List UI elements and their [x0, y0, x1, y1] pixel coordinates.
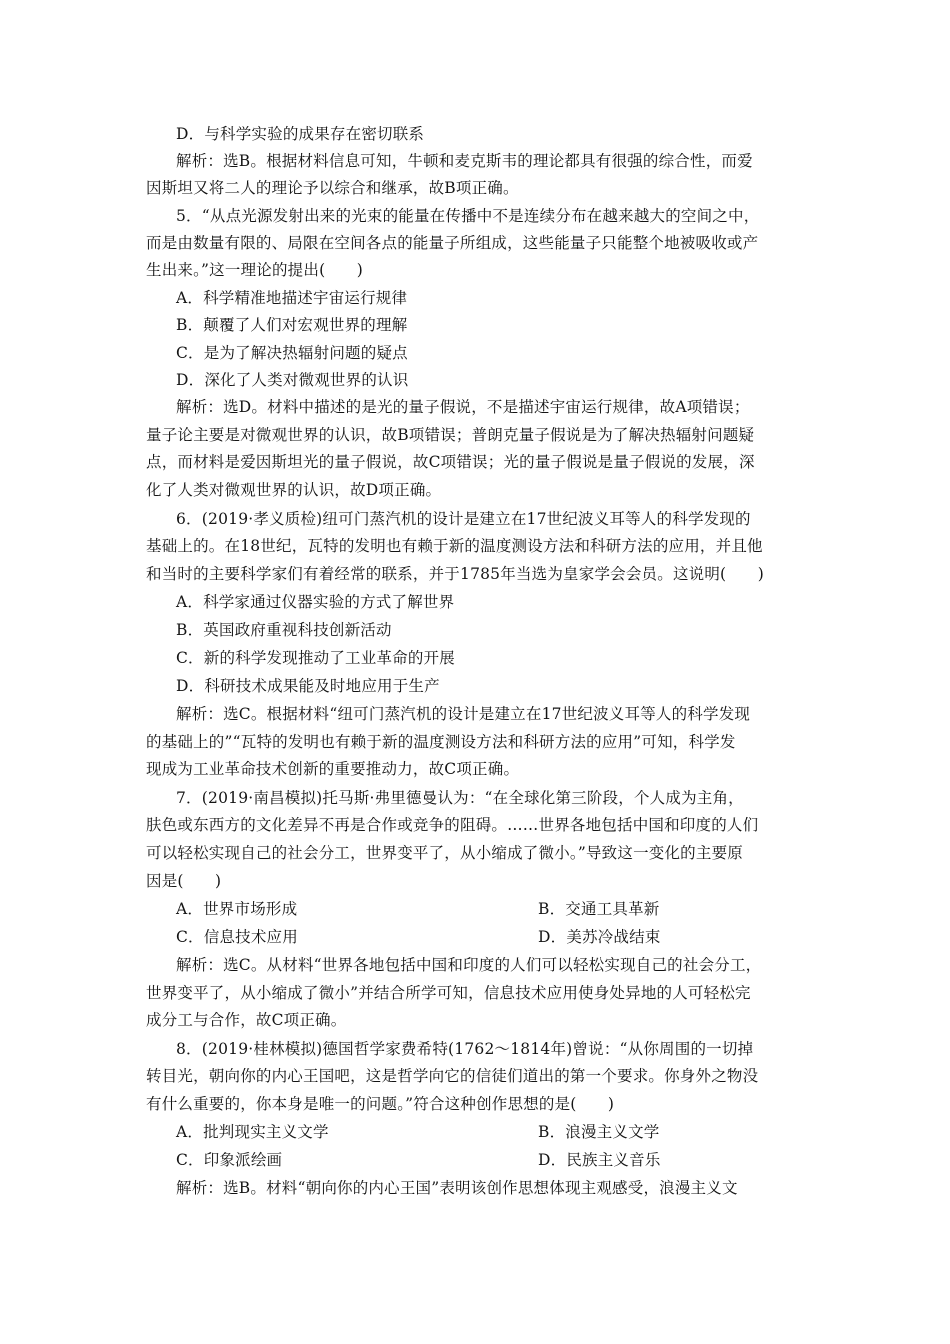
- q7-option-b: B．交通工具革新: [538, 900, 660, 918]
- q6-analysis-line: 的基础上的”“瓦特的发明也有赖于新的温度测设方法和科研方法的应用”可知，科学发: [146, 733, 736, 751]
- q5-stem-line: 而是由数量有限的、局限在空间各点的能量子所组成，这些能量子只能整个地被吸收或产: [146, 234, 759, 252]
- q6-option-b: B．英国政府重视科技创新活动: [176, 621, 392, 639]
- q7-stem-line: 因是( ): [146, 872, 222, 890]
- q8-option-b: B．浪漫主义文学: [538, 1123, 660, 1141]
- q6-option-c: C．新的科学发现推动了工业革命的开展: [176, 649, 455, 667]
- q6-option-d: D．科研技术成果能及时地应用于生产: [176, 677, 440, 695]
- q7-analysis-line: 世界变平了，从小缩成了微小”并结合所学可知，信息技术应用使身处异地的人可轻松完: [146, 984, 751, 1002]
- q7-analysis-line: 解析：选C。从材料“世界各地包括中国和印度的人们可以轻松实现自己的社会分工，: [176, 956, 762, 974]
- q5-stem-line: 5．“从点光源发射出来的光束的能量在传播中不是连续分布在越来越大的空间之中，: [176, 207, 760, 225]
- q8-analysis-line: 解析：选B。材料“朝向你的内心王国”表明该创作思想体现主观感受，浪漫主义文: [176, 1179, 738, 1197]
- q7-stem-line: 肤色或东西方的文化差异不再是合作或竞争的阻碍。……世界各地包括中国和印度的人们: [146, 816, 759, 834]
- q5-option-a: A．科学精准地描述宇宙运行规律: [176, 289, 408, 307]
- q7-stem-line: 可以轻松实现自己的社会分工，世界变平了，从小缩成了微小。”导致这一变化的主要原: [146, 844, 743, 862]
- q6-stem-line: 基础上的。在18世纪，瓦特的发明也有赖于新的温度测设方法和科研方法的应用，并且他: [146, 537, 763, 555]
- q4-option-d: D．与科学实验的成果存在密切联系: [176, 125, 425, 143]
- q7-analysis-line: 成分工与合作，故C项正确。: [146, 1011, 347, 1029]
- q6-analysis-line: 解析：选C。根据材料“纽可门蒸汽机的设计是建立在17世纪波义耳等人的科学发现: [176, 705, 751, 723]
- q6-option-a: A．科学家通过仪器实验的方式了解世界: [176, 593, 455, 611]
- q5-analysis-line: 量子论主要是对微观世界的认识，故B项错误；普朗克量子假说是为了解决热辐射问题疑: [146, 426, 755, 444]
- q8-stem-line: 有什么重要的，你本身是唯一的问题。”符合这种创作思想的是( ): [146, 1095, 615, 1113]
- q6-stem-line: 和当时的主要科学家们有着经常的联系，并于1785年当选为皇家学会会员。这说明( ): [146, 565, 764, 583]
- q7-option-a: A．世界市场形成: [176, 900, 298, 918]
- q4-analysis-line: 解析：选B。根据材料信息可知，牛顿和麦克斯韦的理论都具有很强的综合性，而爱: [176, 152, 753, 170]
- q6-stem-line: 6．(2019·孝义质检)纽可门蒸汽机的设计是建立在17世纪波义耳等人的科学发现的: [176, 510, 751, 528]
- q8-option-d: D．民族主义音乐: [538, 1151, 661, 1169]
- q4-analysis-line: 因斯坦又将二人的理论予以综合和继承，故B项正确。: [146, 179, 519, 197]
- q5-analysis-line: 点，而材料是爱因斯坦光的量子假说，故C项错误；光的量子假说是量子假说的发展，深: [146, 453, 755, 471]
- q7-option-c: C．信息技术应用: [176, 928, 298, 946]
- q5-option-b: B．颠覆了人们对宏观世界的理解: [176, 316, 408, 334]
- q8-stem-line: 8．(2019·桂林模拟)德国哲学家费希特(1762～1814年)曾说：“从你周围的一切掉: [176, 1040, 754, 1058]
- q8-option-a: A．批判现实主义文学: [176, 1123, 329, 1141]
- q5-option-c: C．是为了解决热辐射问题的疑点: [176, 344, 408, 362]
- q5-option-d: D．深化了人类对微观世界的认识: [176, 371, 409, 389]
- q5-stem-line: 生出来。”这一理论的提出( ): [146, 261, 363, 279]
- q7-stem-line: 7．(2019·南昌模拟)托马斯·弗里德曼认为：“在全球化第三阶段，个人成为主角，: [176, 789, 744, 807]
- q8-stem-line: 转目光，朝向你的内心王国吧，这是哲学向它的信徒们道出的第一个要求。你身外之物没: [146, 1067, 759, 1085]
- q5-analysis-line: 化了人类对微观世界的认识，故D项正确。: [146, 481, 442, 499]
- q8-option-c: C．印象派绘画: [176, 1151, 283, 1169]
- q7-option-d: D．美苏冷战结束: [538, 928, 661, 946]
- q5-analysis-line: 解析：选D。材料中描述的是光的量子假说，不是描述宇宙运行规律，故A项错误；: [176, 398, 750, 416]
- q6-analysis-line: 现成为工业革命技术创新的重要推动力，故C项正确。: [146, 760, 520, 778]
